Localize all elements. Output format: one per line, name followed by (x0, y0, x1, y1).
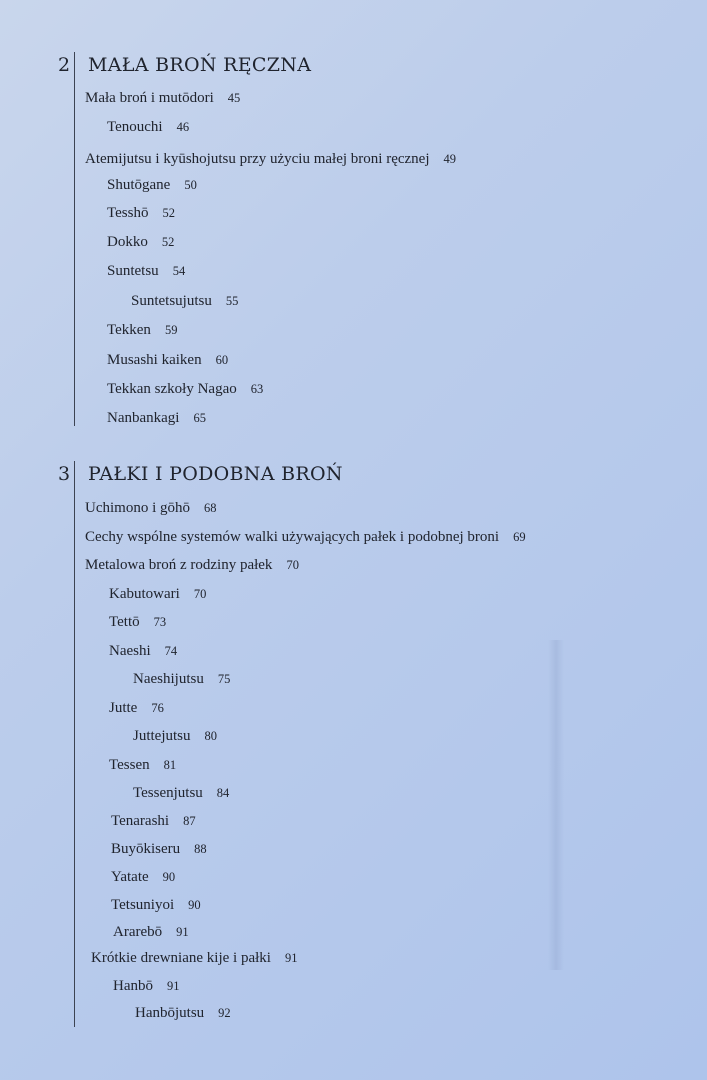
toc-entry[interactable] (109, 584, 206, 604)
toc-entry[interactable] (113, 976, 180, 996)
toc-entry-label: Tekkan szkoły Nagao (107, 381, 237, 397)
toc-entry[interactable] (107, 232, 174, 252)
toc-entry-page: 60 (215, 353, 229, 367)
toc-entry-page: 90 (162, 870, 176, 884)
toc-entry-label: Tenouchi (107, 119, 163, 135)
chapter-divider-rule (74, 52, 75, 426)
toc-entry-label: Naeshi (109, 643, 151, 659)
toc-entry-page: 81 (163, 758, 177, 772)
toc-entry-label: Tetsuniyoi (111, 897, 175, 913)
toc-entry-label: Yatate (111, 869, 149, 885)
toc-entry-page: 92 (218, 1006, 231, 1020)
chapter-number: 3 (58, 463, 71, 485)
toc-entry[interactable] (111, 839, 207, 859)
toc-entry[interactable] (111, 895, 201, 915)
toc-entry-page: 80 (204, 729, 218, 743)
toc-entry-label: Ararebō (113, 924, 163, 940)
toc-entry-label: Uchimono i gōhō (85, 500, 190, 516)
toc-entry-label: Tenarashi (111, 813, 170, 829)
toc-entry[interactable] (107, 350, 228, 370)
toc-entry-page: 91 (284, 951, 298, 965)
toc-entry-label: Atemijutsu i kyūshojutsu przy użyciu małej broni ręcznej (85, 151, 430, 167)
toc-entry[interactable] (111, 867, 175, 887)
toc-entry-page: 76 (151, 701, 164, 715)
toc-entry[interactable] (91, 948, 297, 968)
toc-entry-label: Nanbankagi (107, 410, 180, 426)
toc-entry[interactable] (85, 555, 299, 575)
toc-entry-page: 55 (225, 294, 239, 308)
toc-entry-page: 52 (161, 235, 175, 249)
toc-entry[interactable] (109, 698, 164, 718)
chapter-title: PAŁKI I PODOBNA BROŃ (88, 463, 343, 485)
toc-entry-label: Shutōgane (107, 177, 171, 193)
toc-entry[interactable] (135, 1003, 231, 1023)
toc-entry-page: 90 (188, 898, 201, 912)
toc-entry-page: 73 (153, 615, 167, 629)
toc-entry-label: Buyōkiseru (111, 841, 181, 857)
toc-entry[interactable] (107, 408, 206, 428)
toc-entry-label: Hanbōjutsu (135, 1005, 205, 1021)
toc-entry-label: Musashi kaiken (107, 352, 202, 368)
toc-entry-page: 52 (162, 206, 175, 220)
toc-entry-page: 70 (286, 558, 299, 572)
toc-entry-label: Tessenjutsu (133, 785, 203, 801)
toc-entry[interactable] (133, 669, 230, 689)
page-crease (548, 640, 564, 970)
toc-entry-page: 69 (513, 530, 526, 544)
toc-entry-page: 91 (176, 925, 189, 939)
toc-entry-page: 70 (193, 587, 207, 601)
toc-entry-page: 50 (184, 178, 197, 192)
toc-entry-page: 45 (227, 91, 241, 105)
toc-entry-label: Tessen (109, 757, 150, 773)
toc-entry-page: 75 (217, 672, 231, 686)
toc-entry[interactable] (107, 379, 263, 399)
toc-entry-page: 54 (172, 264, 186, 278)
toc-entry[interactable] (131, 291, 238, 311)
toc-entry-label: Metalowa broń z rodziny pałek (85, 557, 273, 573)
toc-entry-label: Dokko (107, 234, 148, 250)
toc-entry[interactable] (111, 811, 196, 831)
toc-entry-page: 49 (443, 152, 457, 166)
toc-entry-label: Cechy wspólne systemów walki używających pałek i podobnej broni (85, 529, 500, 545)
toc-entry-label: Tettō (109, 614, 140, 630)
toc-entry[interactable] (113, 922, 189, 942)
toc-entry-label: Krótkie drewniane kije i pałki (91, 950, 271, 966)
toc-entry-label: Naeshijutsu (133, 671, 204, 687)
toc-entry-label: Suntetsu (107, 263, 159, 279)
toc-entry[interactable] (107, 117, 189, 137)
chapter-number: 2 (58, 54, 71, 76)
toc-entry[interactable] (109, 641, 177, 661)
toc-entry-label: Juttejutsu (133, 728, 191, 744)
toc-entry-page: 59 (164, 323, 178, 337)
toc-entry-label: Hanbō (113, 978, 153, 994)
toc-entry[interactable] (109, 755, 176, 775)
toc-entry[interactable] (85, 527, 526, 547)
toc-entry-label: Tesshō (107, 205, 149, 221)
chapter-title: MAŁA BROŃ RĘCZNA (88, 54, 312, 76)
toc-entry[interactable] (85, 498, 217, 518)
toc-entry[interactable] (85, 88, 240, 108)
toc-entry-label: Suntetsujutsu (131, 293, 212, 309)
toc-entry-page: 46 (176, 120, 190, 134)
toc-entry-page: 91 (167, 979, 180, 993)
toc-entry-page: 65 (193, 411, 206, 425)
toc-entry[interactable] (107, 261, 185, 281)
toc-entry[interactable] (107, 320, 177, 340)
toc-entry-label: Mała broń i mutōdori (85, 90, 214, 106)
toc-entry[interactable] (107, 175, 197, 195)
toc-entry-page: 63 (250, 382, 264, 396)
toc-entry-label: Tekken (107, 322, 151, 338)
toc-entry-label: Kabutowari (109, 586, 180, 602)
toc-entry-page: 84 (216, 786, 230, 800)
toc-entry-page: 88 (194, 842, 207, 856)
toc-entry[interactable] (133, 783, 229, 803)
toc-entry[interactable] (109, 612, 166, 632)
toc-entry-page: 87 (183, 814, 196, 828)
toc-entry-page: 68 (204, 501, 217, 515)
toc-entry[interactable] (85, 149, 456, 169)
toc-entry-label: Jutte (109, 700, 138, 716)
chapter-divider-rule (74, 461, 75, 1027)
toc-entry[interactable] (133, 726, 217, 746)
toc-entry-page: 74 (164, 644, 178, 658)
toc-entry[interactable] (107, 203, 175, 223)
